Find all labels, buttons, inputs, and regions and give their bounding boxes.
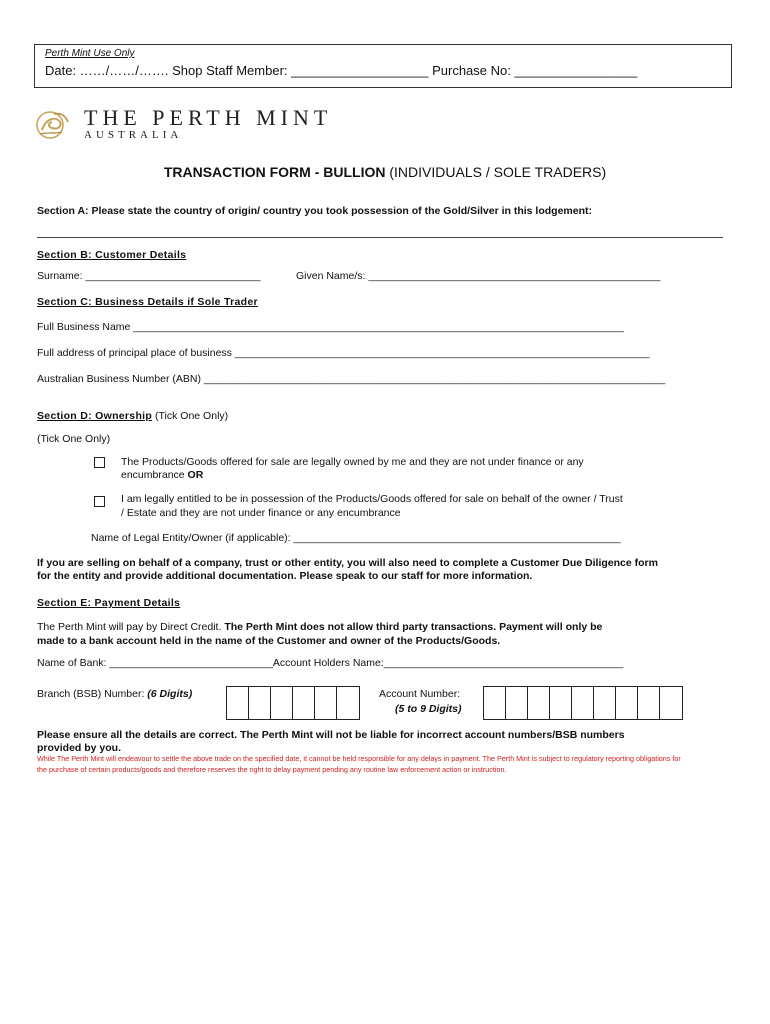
form-title bbox=[0, 164, 770, 180]
section-d-heading bbox=[37, 410, 228, 422]
account-digit-box[interactable] bbox=[638, 687, 660, 719]
section-a-heading: Section A: Please state the country of origin/ country you took possession of the Gold/Silver in this lodgement: bbox=[37, 205, 593, 217]
ownership-option-2-line1: I am legally entitled to be in possession of the Products/Goods offered for sale on behalf of the owner / Trust bbox=[121, 493, 623, 505]
account-number-label: Account Number: bbox=[379, 688, 461, 700]
ownership-option-1-line2-text: encumbrance bbox=[121, 469, 188, 481]
legal-entity-field[interactable]: Name of Legal Entity/Owner (if applicable): ________________________________________________________ bbox=[91, 532, 621, 544]
bsb-digit-box[interactable] bbox=[293, 687, 315, 719]
ensure-details-line1: Please ensure all the details are correct. The Perth Mint will not be liable for incorrect account numbers/BSB numbers bbox=[37, 729, 625, 741]
bsb-number-boxes[interactable] bbox=[226, 686, 360, 720]
staff-use-box bbox=[34, 44, 732, 88]
payment-disclaimer: While The Perth Mint will endeavour to settle the above trade on the specified date, it cannot be held responsible for any delays in payment. The Perth Mint is subject to regulatory reporting obligations for the purchase of certain products/goods and therefore reserves the right to delay payment pending any routine law enforcement action or instruction. bbox=[37, 754, 681, 774]
given-names-field[interactable]: Given Name/s: __________________________________________________ bbox=[296, 270, 661, 282]
account-digits-hint: (5 to 9 Digits) bbox=[395, 703, 462, 715]
bsb-digit-box[interactable] bbox=[249, 687, 271, 719]
section-a-answer-line[interactable] bbox=[37, 237, 723, 238]
account-digit-box[interactable] bbox=[550, 687, 572, 719]
business-address-field[interactable]: Full address of principal place of business _______________________________________________________________________ bbox=[37, 347, 650, 359]
account-digit-box[interactable] bbox=[660, 687, 682, 719]
section-d-heading-text: Section D: Ownership bbox=[37, 410, 153, 422]
bsb-digit-box[interactable] bbox=[227, 687, 249, 719]
staff-use-fields[interactable]: Date: ……/……/……. Shop Staff Member: ___________________ Purchase No: _________________ bbox=[45, 63, 638, 78]
payment-line-1 bbox=[37, 621, 602, 633]
third-party-notice-line2: for the entity and provide additional documentation. Please speak to our staff for more information. bbox=[37, 570, 533, 582]
account-digit-box[interactable] bbox=[616, 687, 638, 719]
payment-line-2: made to a bank account held in the name of the Customer and owner of the Products/Goods. bbox=[37, 635, 501, 647]
bsb-digit-box[interactable] bbox=[337, 687, 359, 719]
bsb-label bbox=[37, 688, 192, 700]
payment-direct-credit-text: The Perth Mint will pay by Direct Credit. bbox=[37, 621, 225, 633]
account-digit-box[interactable] bbox=[506, 687, 528, 719]
account-digit-box[interactable] bbox=[572, 687, 594, 719]
abn-field[interactable]: Australian Business Number (ABN) _______________________________________________________________________________ bbox=[37, 373, 666, 385]
ownership-option-2-checkbox[interactable] bbox=[94, 496, 105, 507]
form-title-rest: (INDIVIDUALS / SOLE TRADERS) bbox=[385, 164, 607, 180]
form-title-bold: TRANSACTION FORM - BULLION bbox=[163, 164, 386, 180]
bsb-digits-hint: (6 Digits) bbox=[147, 688, 193, 700]
perth-mint-swan-logo-icon bbox=[36, 108, 72, 140]
bank-details-field[interactable]: Name of Bank: ____________________________Account Holders Name:_________________________________________ bbox=[37, 657, 624, 669]
account-digit-box[interactable] bbox=[594, 687, 616, 719]
business-name-field[interactable]: Full Business Name ____________________________________________________________________________________ bbox=[37, 321, 624, 333]
account-number-boxes[interactable] bbox=[483, 686, 683, 720]
surname-field[interactable]: Surname: ______________________________ bbox=[37, 270, 261, 282]
section-b-heading: Section B: Customer Details bbox=[37, 249, 187, 261]
bsb-digit-box[interactable] bbox=[271, 687, 293, 719]
ownership-option-1-line2 bbox=[121, 469, 203, 481]
logo-subtitle: AUSTRALIA bbox=[84, 129, 183, 141]
section-d-heading-suffix: (Tick One Only) bbox=[152, 410, 229, 422]
account-digit-box[interactable] bbox=[484, 687, 506, 719]
payment-third-party-text: The Perth Mint does not allow third party transactions. Payment will only be bbox=[224, 621, 603, 633]
section-e-heading: Section E: Payment Details bbox=[37, 597, 181, 609]
tick-one-note: (Tick One Only) bbox=[37, 433, 111, 445]
third-party-notice-line1: If you are selling on behalf of a company, trust or other entity, you will also need to complete a Customer Due Diligence form bbox=[37, 557, 658, 569]
staff-use-label: Perth Mint Use Only bbox=[45, 48, 135, 59]
ownership-option-1-checkbox[interactable] bbox=[94, 457, 105, 468]
bsb-label-text: Branch (BSB) Number: bbox=[37, 688, 148, 700]
ownership-option-2-line2: / Estate and they are not under finance or any encumbrance bbox=[121, 507, 401, 519]
logo-wordmark: THE PERTH MINT bbox=[84, 105, 333, 130]
ownership-or-label: OR bbox=[187, 469, 204, 481]
account-digit-box[interactable] bbox=[528, 687, 550, 719]
ownership-option-1-line1: The Products/Goods offered for sale are legally owned by me and they are not under finance or any bbox=[121, 456, 584, 468]
section-c-heading: Section C: Business Details if Sole Trader bbox=[37, 296, 258, 308]
ensure-details-line2: provided by you. bbox=[37, 742, 122, 754]
bsb-digit-box[interactable] bbox=[315, 687, 337, 719]
